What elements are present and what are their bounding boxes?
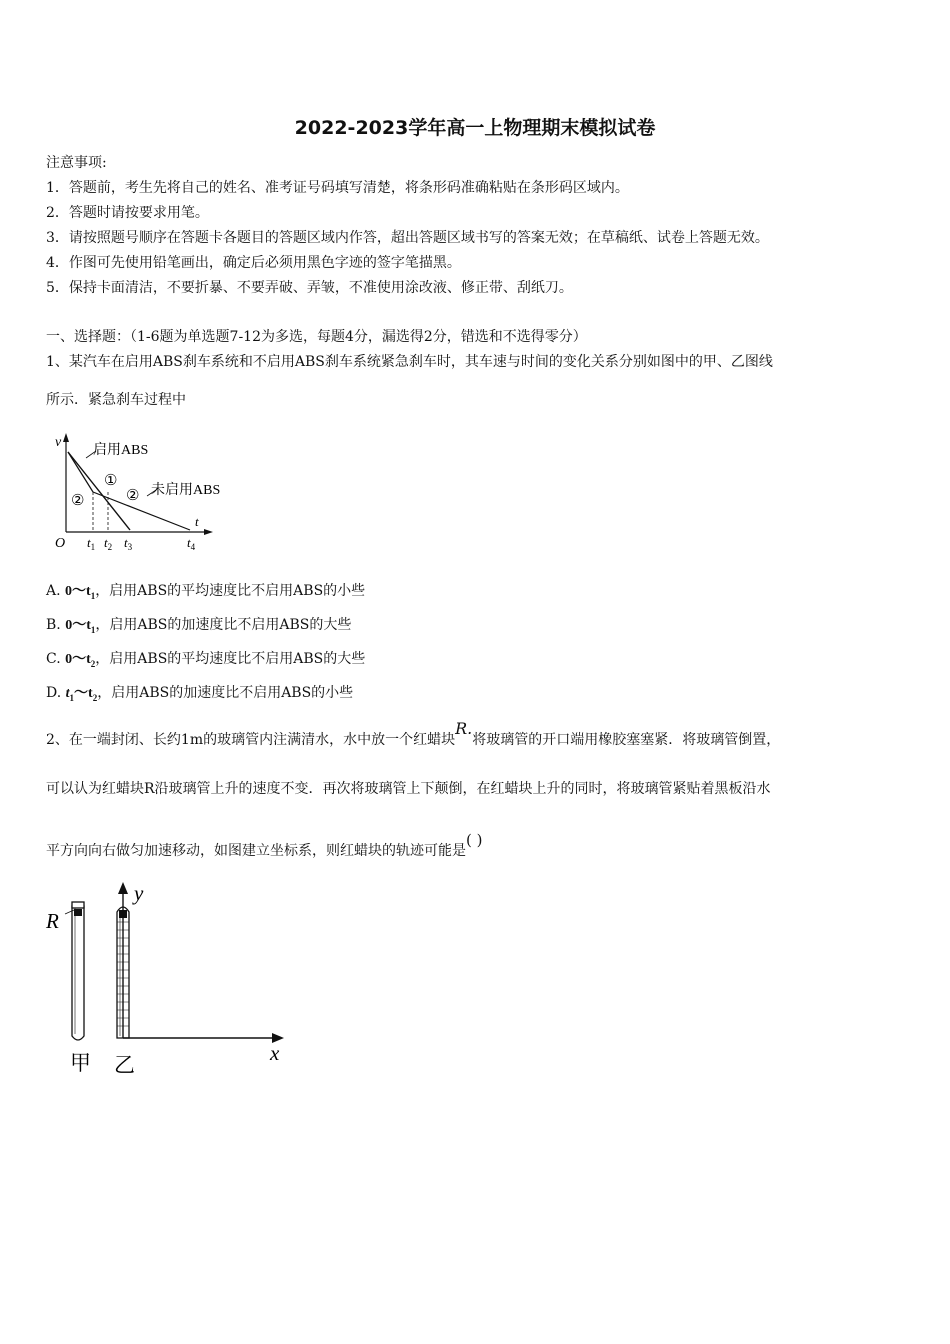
x-axis-label: x [270, 1041, 280, 1065]
option-text: ，启用ABS的平均速度比不启用ABS的小些 [95, 583, 366, 599]
option-range: 0～t [65, 584, 91, 599]
wax-block-jia [74, 909, 82, 916]
option-sub: 2 [90, 658, 96, 669]
option-sub-end: 2 [92, 692, 98, 703]
option-letter: B. [46, 617, 66, 633]
q1-option-a [46, 580, 365, 601]
q2-r-symbol: R. [455, 719, 473, 738]
q1-stem-line2: 所示．紧急刹车过程中 [46, 392, 186, 408]
t-axis-arrow [204, 529, 213, 535]
note-item-2: 2．答题时请按要求用笔。 [46, 205, 209, 221]
option-text: ，启用ABS的加速度比不启用ABS的大些 [95, 617, 352, 633]
yi-label: 乙 [114, 1053, 135, 1077]
v-label: v [55, 435, 62, 450]
notes-heading: 注意事项: [46, 155, 107, 171]
note-item-1: 1．答题前，考生先将自己的姓名、准考证号码填写清楚，将条形码准确粘贴在条形码区域内。 [46, 180, 629, 196]
q2-stem-line3 [46, 831, 483, 860]
q2-text-part: 将玻璃管的开口端用橡胶塞塞紧．将玻璃管倒置， [472, 732, 781, 748]
option-text: ，启用ABS的加速度比不启用ABS的小些 [97, 685, 354, 701]
note-item-4: 4．作图可先使用铅笔画出，确定后必须用黑色字迹的签字笔描黑。 [46, 255, 461, 271]
y-axis-arrow [118, 882, 128, 894]
tube-jia [72, 906, 84, 1040]
option-range: 0～t [65, 618, 91, 633]
y-axis-label: y [134, 881, 144, 905]
note-item-3: 3．请按照题号顺序在答题卡各题目的答题区域内作答，超出答题区域书写的答案无效；在草稿纸、试卷上答题无效。 [46, 230, 769, 246]
jia-label: 甲 [70, 1051, 91, 1075]
v-axis-arrow [63, 433, 69, 442]
r-leader [65, 910, 74, 914]
circle-2-label-right: ② [126, 488, 140, 504]
option-letter: C. [46, 651, 66, 667]
t1-label: $t_1$ [87, 535, 96, 552]
no-abs-label: 未启用ABS [151, 483, 221, 498]
q2-tube-figure [44, 880, 294, 1080]
q2-text-part: 平方向向右做匀加速移动，如图建立坐标系，则红蜡块的轨迹可能是 [46, 843, 466, 859]
q2-stem-line1 [46, 719, 781, 749]
abs-label: 启用ABS [93, 443, 149, 458]
t4-label: $t_4$ [187, 535, 196, 552]
q2-text-part: 2、在一端封闭、长约1m的玻璃管内注满清水，水中放一个红蜡块 [46, 732, 456, 748]
q1-vt-graph [50, 430, 250, 554]
origin-label: O [55, 536, 66, 551]
circle-1-label: ① [104, 473, 118, 489]
q1-option-c [46, 648, 365, 669]
option-sub: 1 [69, 692, 75, 703]
q1-option-b [46, 614, 351, 635]
q2-stem-line2: 可以认为红蜡块R沿玻璃管上升的速度不变．再次将玻璃管上下颠倒，在红蜡块上升的同时，将玻璃管紧贴着黑板沿水 [46, 781, 771, 797]
t3-label: $t_3$ [124, 535, 133, 552]
t2-label: $t_2$ [104, 535, 113, 552]
option-sub: 1 [90, 590, 96, 601]
option-range-end: ～t [74, 686, 93, 701]
option-letter: A. [46, 583, 66, 599]
r-label: R [46, 909, 59, 933]
page-title: 2022-2023学年高一上物理期末模拟试卷 [294, 117, 656, 139]
no-abs-line-1 [68, 452, 93, 492]
option-letter: D. [46, 685, 66, 701]
q1-option-d [46, 682, 353, 703]
answer-blank: ( ) [466, 831, 483, 849]
note-item-5: 5．保持卡面清洁，不要折暴、不要弄破、弄皱，不准使用涂改液、修正带、刮纸刀。 [46, 280, 573, 296]
tube-jia-stopper [72, 902, 84, 908]
option-text: ，启用ABS的平均速度比不启用ABS的大些 [95, 651, 366, 667]
circle-2-label-left: ② [71, 493, 85, 509]
q1-stem-line1: 1、某汽车在启用ABS刹车系统和不启用ABS刹车系统紧急刹车时，其车速与时间的变化关系分别如图中的甲、乙图线 [46, 354, 773, 370]
option-range: t [65, 686, 70, 701]
option-sub: 1 [90, 624, 96, 635]
section-heading: 一、选择题：（1-6题为单选题7-12为多选，每题4分，漏选得2分，错选和不选得零分） [46, 329, 587, 345]
abs-line [68, 452, 130, 530]
option-range: 0～t [65, 652, 91, 667]
t-axis-label: t [195, 514, 199, 529]
